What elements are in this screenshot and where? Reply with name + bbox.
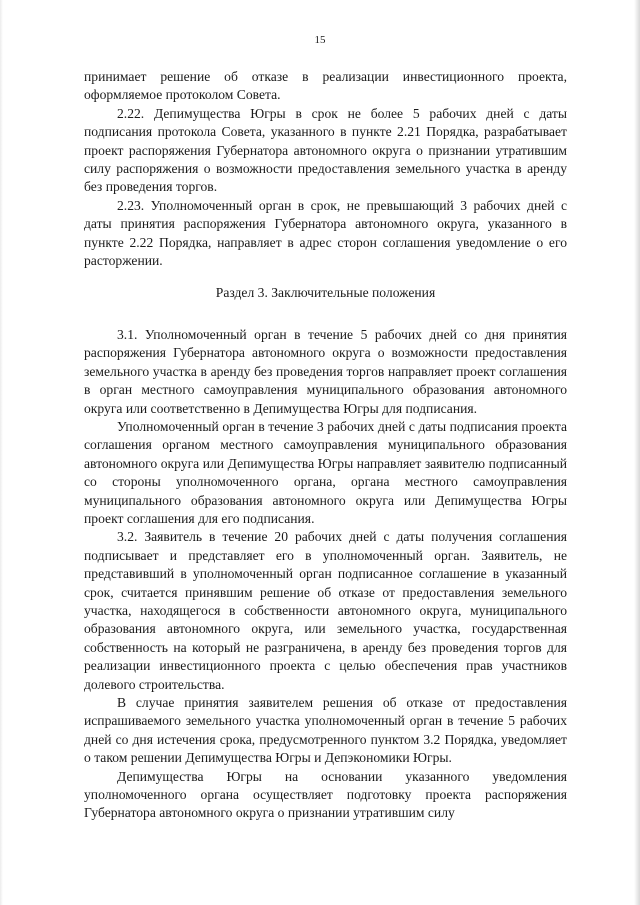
paragraph-3-2: 3.2. Заявитель в течение 20 рабочих дней с даты получения соглашения подписывает и представляет его в уполномоченный орган. Заявитель, не представивший в уполномоченный орган подписанное соглашение в указанный срок, считается принявшим решение об отказе от предоставления земельного участка, находящегося в собственности автономного округа, муниципального образования автономного округа, или земельного участка, государственная собственность на который не разграничена, в аренду без проведения торгов для реализации инвестиционного проекта с целью обеспечения прав участников долевого строительства. (84, 529, 567, 692)
paragraph-depimushchestva: Депимущества Югры на основании указанного уведомления уполномоченного органа осуществляет подготовку проекта распоряжения Губернатора автономного округа о признании утратившим силу (84, 768, 567, 821)
section-title: Раздел 3. Заключительные положения (215, 285, 436, 301)
scan-edge-right (634, 0, 640, 905)
scan-edge-left (0, 0, 3, 905)
paragraph-refusal-case: В случае принятия заявителем решения об отказе от предоставления испрашиваемого земельного участка уполномоченный орган в течение 5 рабочих дней со дня истечения срока, предусмотренного пунктом 3.2 Порядка, уведомляет о таком решении Депимущества Югры и Депэкономики Югры. (84, 695, 567, 766)
paragraph-3-1-second: Уполномоченный орган в течение 3 рабочих дней с даты подписания проекта соглашения органом местного самоуправления муниципального образования автономного округа или Депимущества Югры направляет заявителю подписанный со стороны уполномоченного органа, органа местного самоуправления муниципального образования автономного округа или Депимущества Югры проект соглашения для его подписания. (84, 418, 567, 526)
paragraph-3-1: 3.1. Уполномоченный орган в течение 5 рабочих дней со дня принятия распоряжения Губернатора автономного округа о возможности предоставления земельного участка в аренду без проведения торгов направляет проект соглашения в орган местного самоуправления муниципального образования автономного округа или соответственно в Депимущества Югры для подписания. (84, 326, 567, 416)
page-number: 15 (314, 34, 326, 46)
paragraph-continuation: принимает решение об отказе в реализации инвестиционного проекта, оформляемое протоколом Совета. (84, 69, 567, 103)
paragraph-2-23: 2.23. Уполномоченный орган в срок, не превышающий 3 рабочих дней с даты принятия распоряжения Губернатора автономного округа, указанного в пункте 2.22 Порядка, направляет в адрес сторон соглашения уведомление о его расторжении. (84, 197, 567, 269)
document-body (84, 68, 567, 823)
paragraph-2-22: 2.22. Депимущества Югры в срок не более 5 рабочих дней с даты подписания протокола Совета, указанного в пункте 2.21 Порядка, разрабатывает проект распоряжения Губернатора автономного округа о признании утратившим силу распоряжения о возможности предоставления земельного участка в аренду без проведения торгов. (84, 105, 567, 195)
